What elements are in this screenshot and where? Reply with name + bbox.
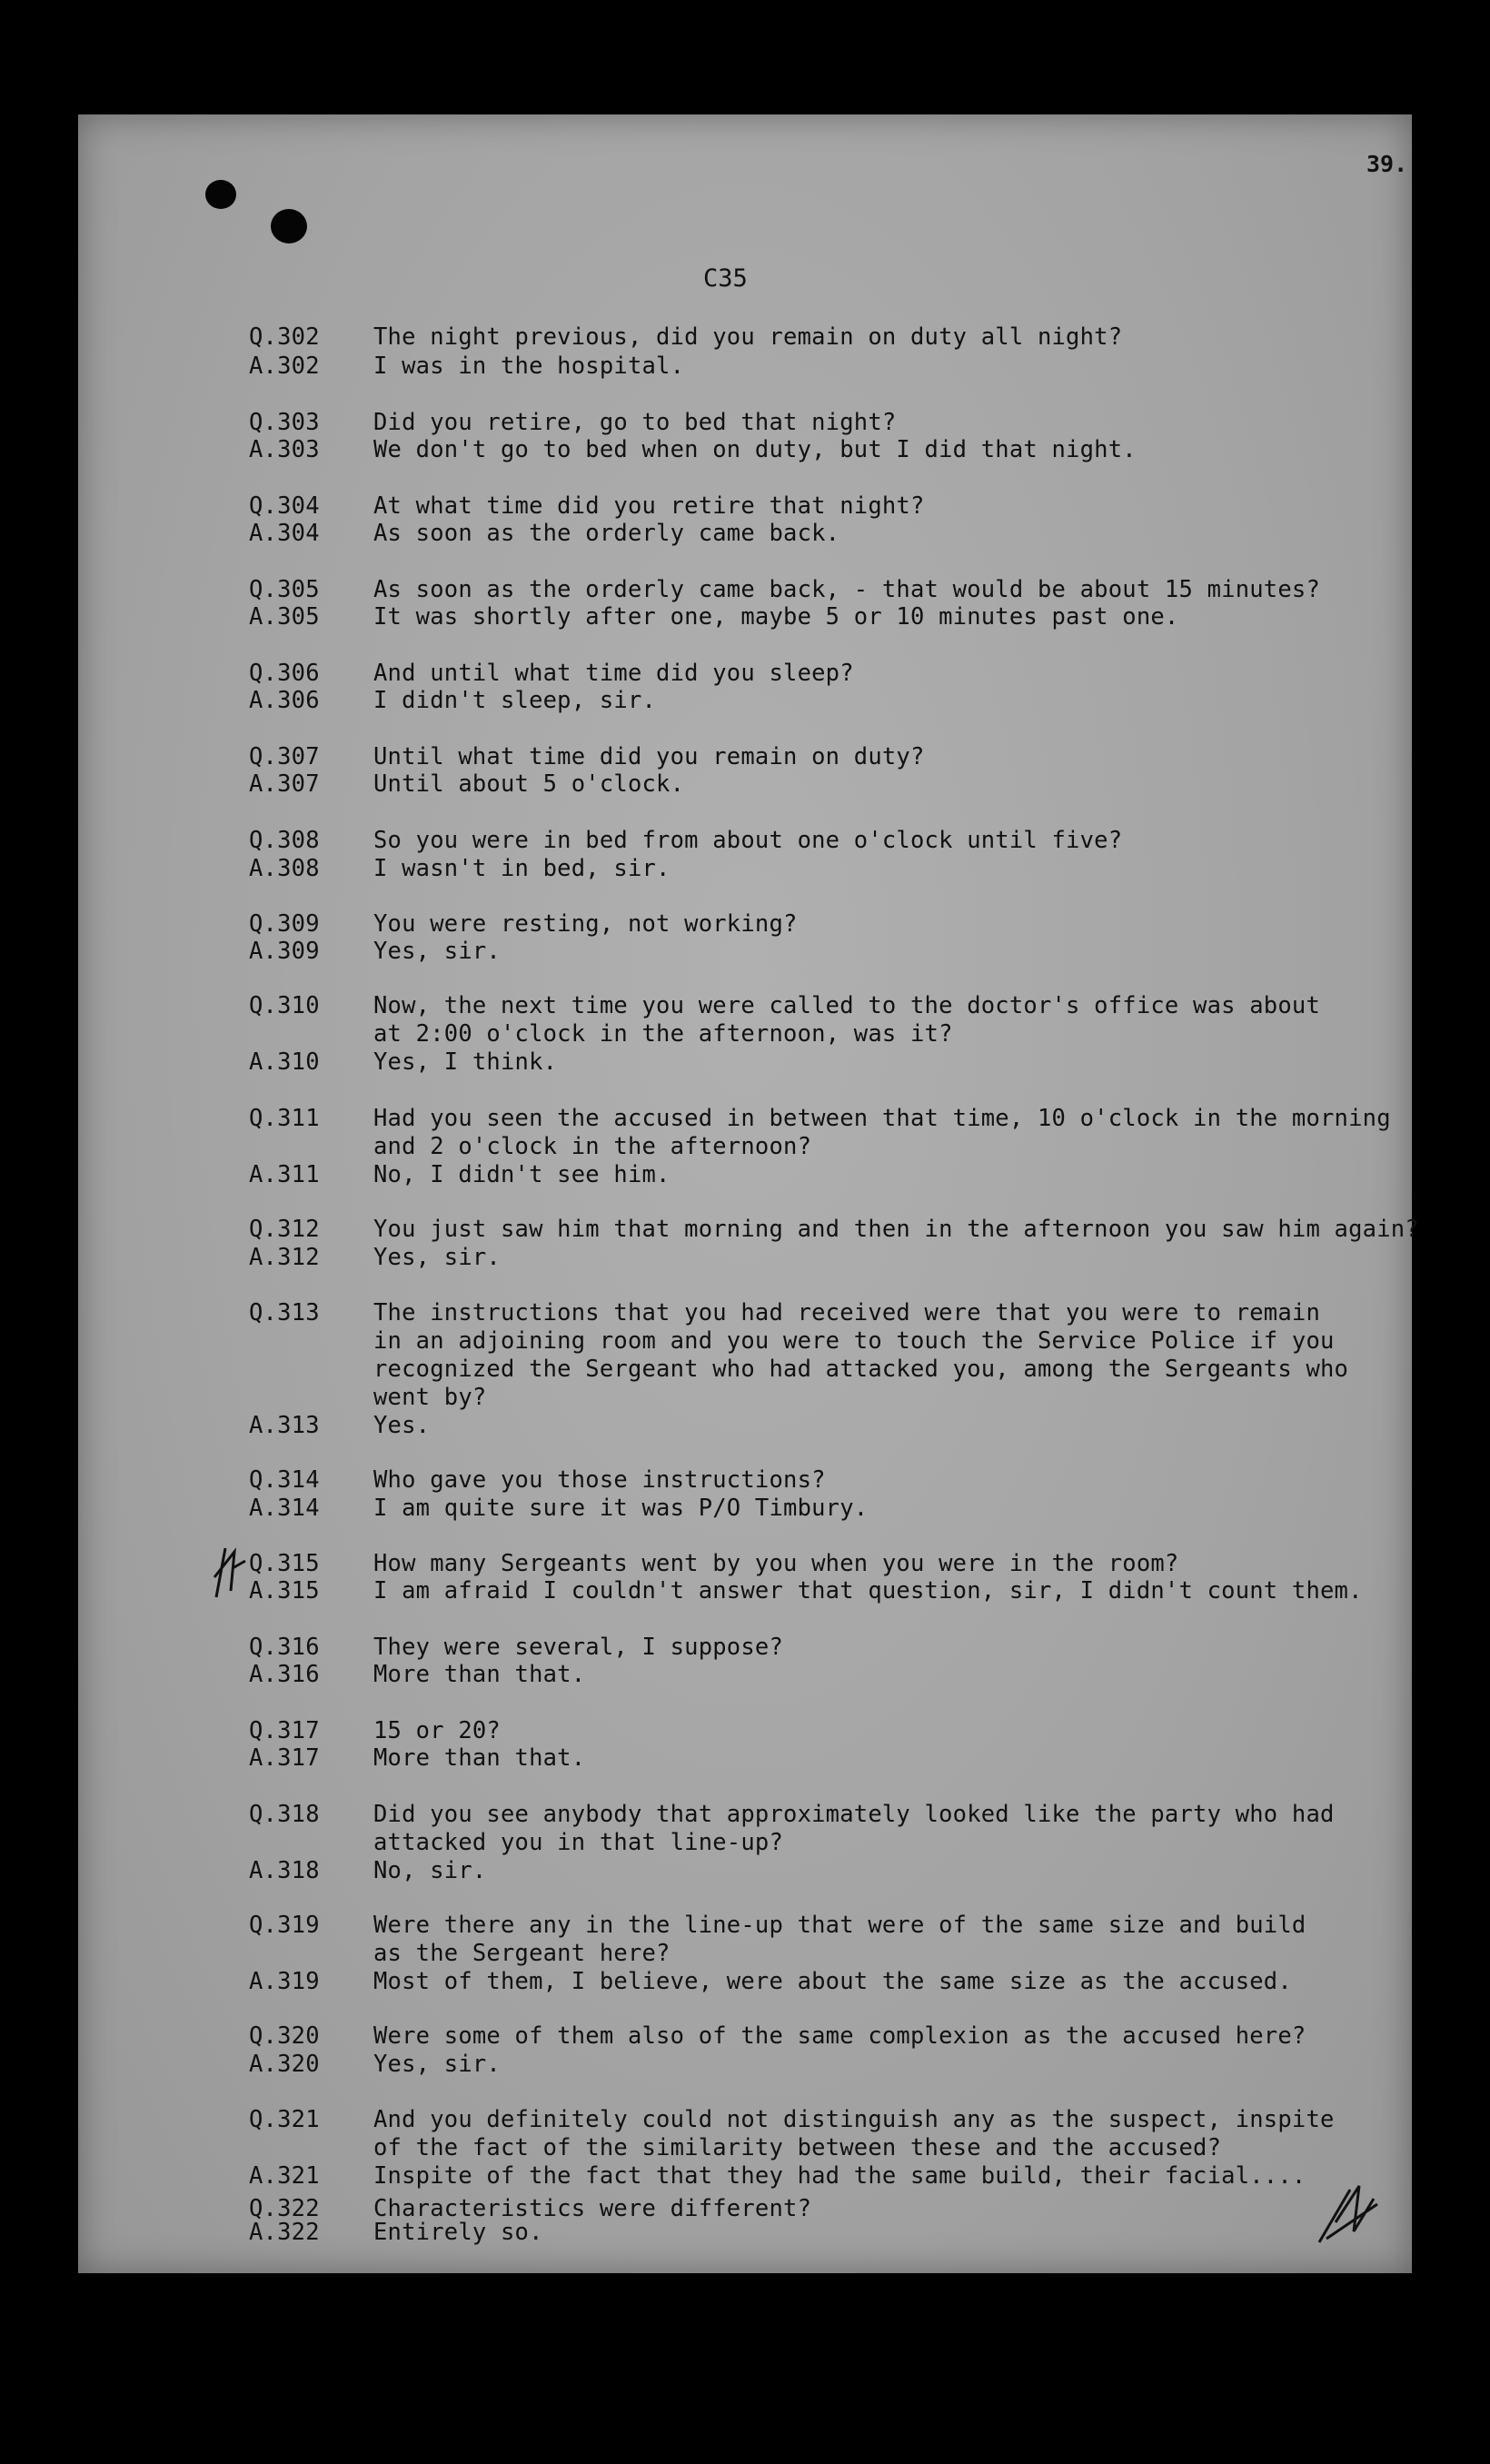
answer-text: I am quite sure it was P/O Timbury. (373, 1495, 869, 1522)
answer-label: A.319 (249, 1968, 320, 1995)
answer-label: A.303 (249, 436, 320, 463)
answer-text: Most of them, I believe, were about the same size as the accused. (373, 1968, 1292, 1995)
answer-label: A.315 (249, 1577, 320, 1605)
question-text: Had you seen the accused in between that time, 10 o'clock in the morning and 2 o'clock in the afternoon? (373, 1105, 1391, 1160)
question-label: Q.309 (249, 910, 320, 938)
question-label: Q.315 (249, 1550, 320, 1577)
answer-label: A.320 (249, 2051, 320, 2078)
question-label: Q.308 (249, 827, 320, 854)
question-label: Q.304 (249, 492, 320, 520)
answer-text: Yes. (373, 1412, 431, 1439)
question-text: Who gave you those instructions? (373, 1466, 826, 1494)
answer-text: It was shortly after one, maybe 5 or 10 minutes past one. (373, 603, 1179, 631)
answer-text: Yes, sir. (373, 938, 501, 965)
question-text: So you were in bed from about one o'clock until five? (373, 827, 1123, 854)
page-header: C35 (703, 264, 748, 293)
question-label: Q.317 (249, 1717, 320, 1744)
document-page (78, 114, 1419, 2273)
answer-text: I didn't sleep, sir. (373, 687, 657, 714)
answer-label: A.312 (249, 1244, 320, 1271)
question-label: Q.303 (249, 409, 320, 436)
question-label: Q.305 (249, 576, 320, 603)
answer-text: Yes, sir. (373, 1244, 501, 1271)
question-label: Q.313 (249, 1299, 320, 1326)
question-text: At what time did you retire that night? (373, 492, 925, 520)
question-text: Were there any in the line-up that were of the same size and build as the Sergeant here? (373, 1912, 1306, 1967)
answer-label: A.322 (249, 2219, 320, 2246)
handwritten-margin-mark (198, 1541, 253, 1605)
answer-text: Until about 5 o'clock. (373, 770, 685, 798)
answer-text: Inspite of the fact that they had the same build, their facial.... (373, 2162, 1306, 2190)
question-text: Did you see anybody that approximately looked like the party who had attacked you in that line-up? (373, 1801, 1335, 1856)
answer-text: Yes, I think. (373, 1048, 558, 1076)
punch-hole-1 (205, 180, 236, 209)
question-text: You were resting, not working? (373, 910, 798, 938)
handwritten-initials-mark (1314, 2177, 1386, 2250)
question-label: Q.306 (249, 660, 320, 687)
question-text: Did you retire, go to bed that night? (373, 409, 897, 436)
question-text: Characteristics were different? (373, 2195, 812, 2222)
question-label: Q.318 (249, 1801, 320, 1828)
answer-label: A.302 (249, 353, 320, 380)
question-label: Q.314 (249, 1466, 320, 1494)
question-label: Q.320 (249, 2022, 320, 2050)
question-text: Now, the next time you were called to the doctor's office was about at 2:00 o'clock in the afternoon, was it? (373, 992, 1321, 1048)
answer-label: A.309 (249, 938, 320, 965)
answer-label: A.304 (249, 520, 320, 547)
answer-label: A.311 (249, 1161, 320, 1188)
answer-label: A.308 (249, 855, 320, 882)
punch-hole-2 (271, 209, 307, 243)
answer-text: More than that. (373, 1661, 586, 1688)
answer-text: I am afraid I couldn't answer that question, sir, I didn't count them. (373, 1577, 1363, 1605)
answer-text: I wasn't in bed, sir. (373, 855, 670, 882)
question-text: They were several, I suppose? (373, 1634, 784, 1661)
answer-text: More than that. (373, 1744, 586, 1772)
question-label: Q.310 (249, 992, 320, 1019)
answer-label: A.313 (249, 1412, 320, 1439)
answer-text: As soon as the orderly came back. (373, 520, 840, 547)
question-text: Until what time did you remain on duty? (373, 743, 925, 770)
question-label: Q.311 (249, 1105, 320, 1132)
question-text: Were some of them also of the same complexion as the accused here? (373, 2022, 1306, 2050)
question-label: Q.319 (249, 1912, 320, 1939)
answer-label: A.317 (249, 1744, 320, 1772)
question-label: Q.321 (249, 2106, 320, 2133)
question-text: How many Sergeants went by you when you were in the room? (373, 1550, 1179, 1577)
answer-label: A.310 (249, 1048, 320, 1076)
answer-label: A.318 (249, 1857, 320, 1884)
answer-label: A.307 (249, 770, 320, 798)
answer-label: A.305 (249, 603, 320, 631)
question-text: The night previous, did you remain on duty all night? (373, 323, 1123, 351)
question-label: Q.322 (249, 2195, 320, 2222)
question-label: Q.312 (249, 1216, 320, 1243)
question-text: And you definitely could not distinguish any as the suspect, inspite of the fact of the similarity between these and the accused? (373, 2106, 1335, 2161)
question-text: You just saw him that morning and then in the afternoon you saw him again? (373, 1216, 1419, 1243)
question-label: Q.307 (249, 743, 320, 770)
question-text: The instructions that you had received were that you were to remain in an adjoining room and you were to touch the Service Police if you recognized the Sergeant who had attacked you, among the Sergeants who went by? (373, 1299, 1349, 1411)
answer-text: Yes, sir. (373, 2051, 501, 2078)
answer-text: Entirely so. (373, 2219, 543, 2246)
question-label: Q.316 (249, 1634, 320, 1661)
question-text: As soon as the orderly came back, - that would be about 15 minutes? (373, 576, 1321, 603)
question-label: Q.302 (249, 323, 320, 351)
answer-label: A.306 (249, 687, 320, 714)
answer-text: We don't go to bed when on duty, but I did that night. (373, 436, 1137, 463)
page-number: 39. (1366, 151, 1408, 177)
question-text: 15 or 20? (373, 1717, 501, 1744)
question-text: And until what time did you sleep? (373, 660, 854, 687)
answer-text: No, I didn't see him. (373, 1161, 670, 1188)
answer-label: A.321 (249, 2162, 320, 2190)
answer-text: No, sir. (373, 1857, 487, 1884)
answer-label: A.316 (249, 1661, 320, 1688)
answer-label: A.314 (249, 1495, 320, 1522)
answer-text: I was in the hospital. (373, 353, 685, 380)
